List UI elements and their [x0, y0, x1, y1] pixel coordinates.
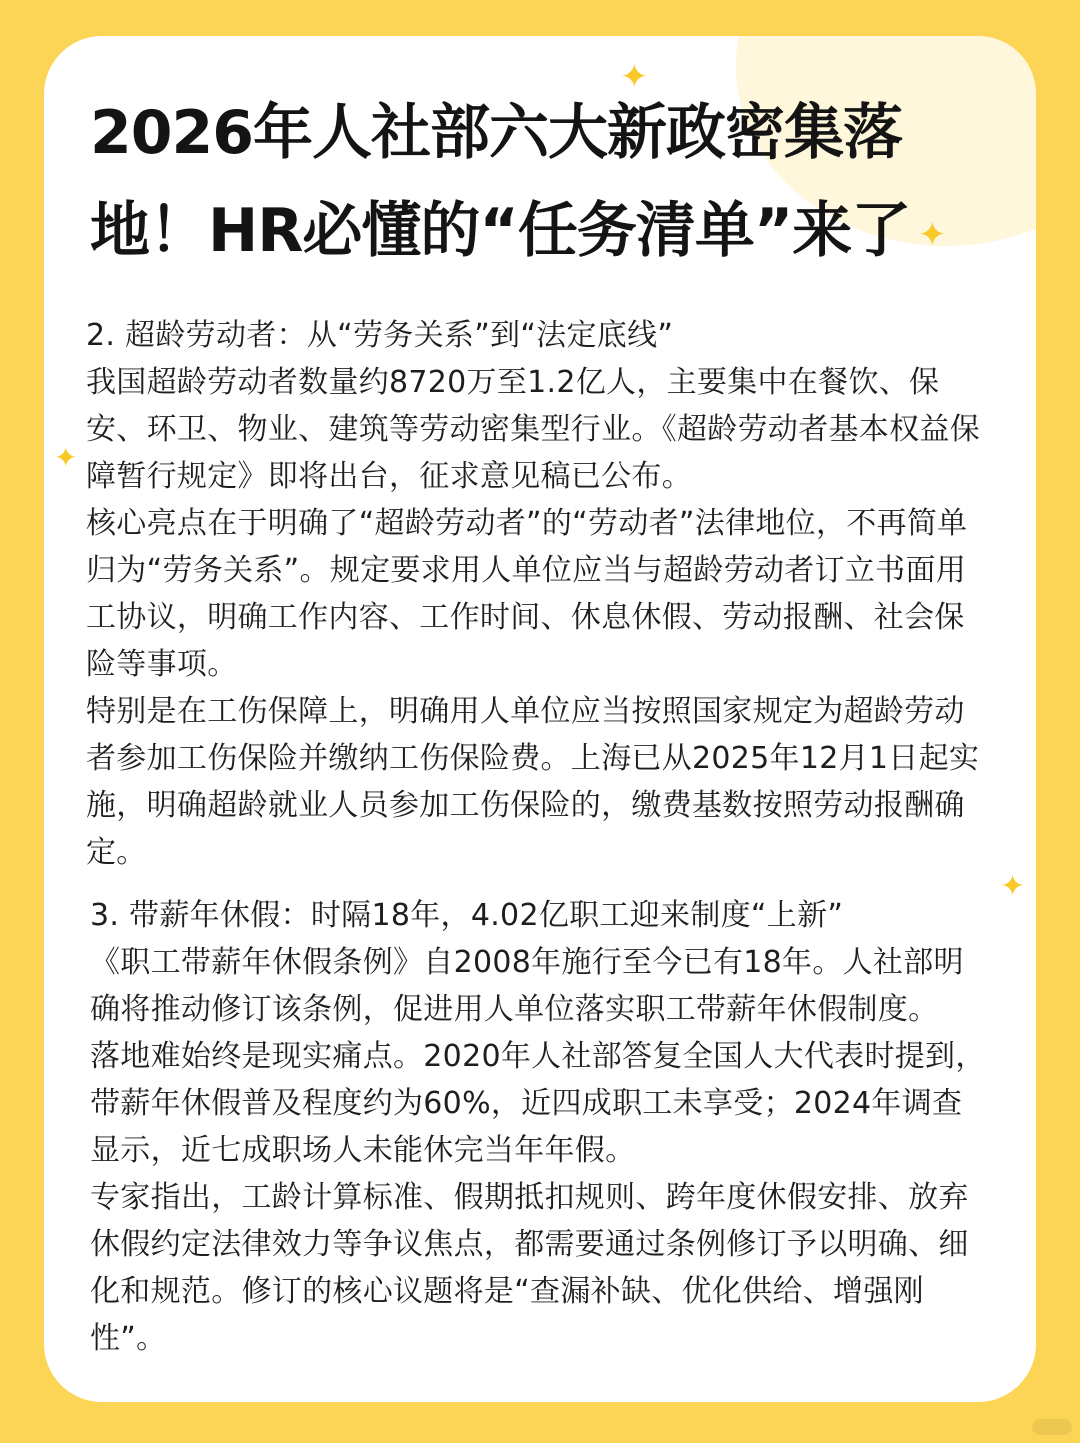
section-paragraph: 核心亮点在于明确了“超龄劳动者”的“劳动者”法律地位，不再简单归为“劳务关系”。规定要求用人单位应当与超龄劳动者订立书面用工协议，明确工作内容、工作时间、休息休假、劳动报酬、社会保险等事项。 — [86, 506, 968, 682]
section-heading: 2. 超龄劳动者：从“劳务关系”到“法定底线” — [86, 318, 674, 353]
section-paragraph: 《职工带薪年休假条例》自2008年施行至今已有18年。人社部明确将推动修订该条例，促进用人单位落实职工带薪年休假制度。 — [90, 945, 964, 1027]
sparkle-icon: ✦ — [620, 57, 649, 97]
section-paragraph: 特别是在工伤保障上，明确用人单位应当按照国家规定为超龄劳动者参加工伤保险并缴纳工伤保险费。上海已从2025年12月1日起实施，明确超龄就业人员参加工伤保险的，缴费基数按照劳动报酬确定。 — [86, 694, 980, 870]
sparkle-icon: ✦ — [1000, 869, 1026, 904]
sparkle-icon: ✦ — [918, 215, 947, 255]
section-paragraph: 落地难始终是现实痛点。2020年人社部答复全国人大代表时提到，带薪年休假普及程度约为60%，近四成职工未享受；2024年调查显示，近七成职场人未能休完当年年假。 — [90, 1039, 986, 1168]
page-title — [90, 84, 970, 280]
title-line-1: 2026年人社部六大新政密集落 — [90, 98, 902, 168]
title-line-2: 地！HR必懂的“任务清单”来了 — [90, 196, 911, 266]
content-card — [44, 36, 1036, 1402]
section-heading: 3. 带薪年休假：时隔18年，4.02亿职工迎来制度“上新” — [90, 898, 844, 933]
section-paragraph: 专家指出，工龄计算标准、假期抵扣规则、跨年度休假安排、放弃休假约定法律效力等争议焦点，都需要通过条例修订予以明确、细化和规范。修订的核心议题将是“查漏补缺、优化供给、增强刚性”。 — [90, 1180, 969, 1356]
section-paid-annual-leave — [90, 892, 990, 1362]
section-paragraph: 我国超龄劳动者数量约8720万至1.2亿人，主要集中在餐饮、保安、环卫、物业、建筑等劳动密集型行业。《超龄劳动者基本权益保障暂行规定》即将出台，征求意见稿已公布。 — [86, 365, 980, 494]
sparkle-icon: ✦ — [54, 441, 78, 474]
section-overage-workers — [86, 312, 986, 876]
watermark — [1032, 1419, 1072, 1435]
